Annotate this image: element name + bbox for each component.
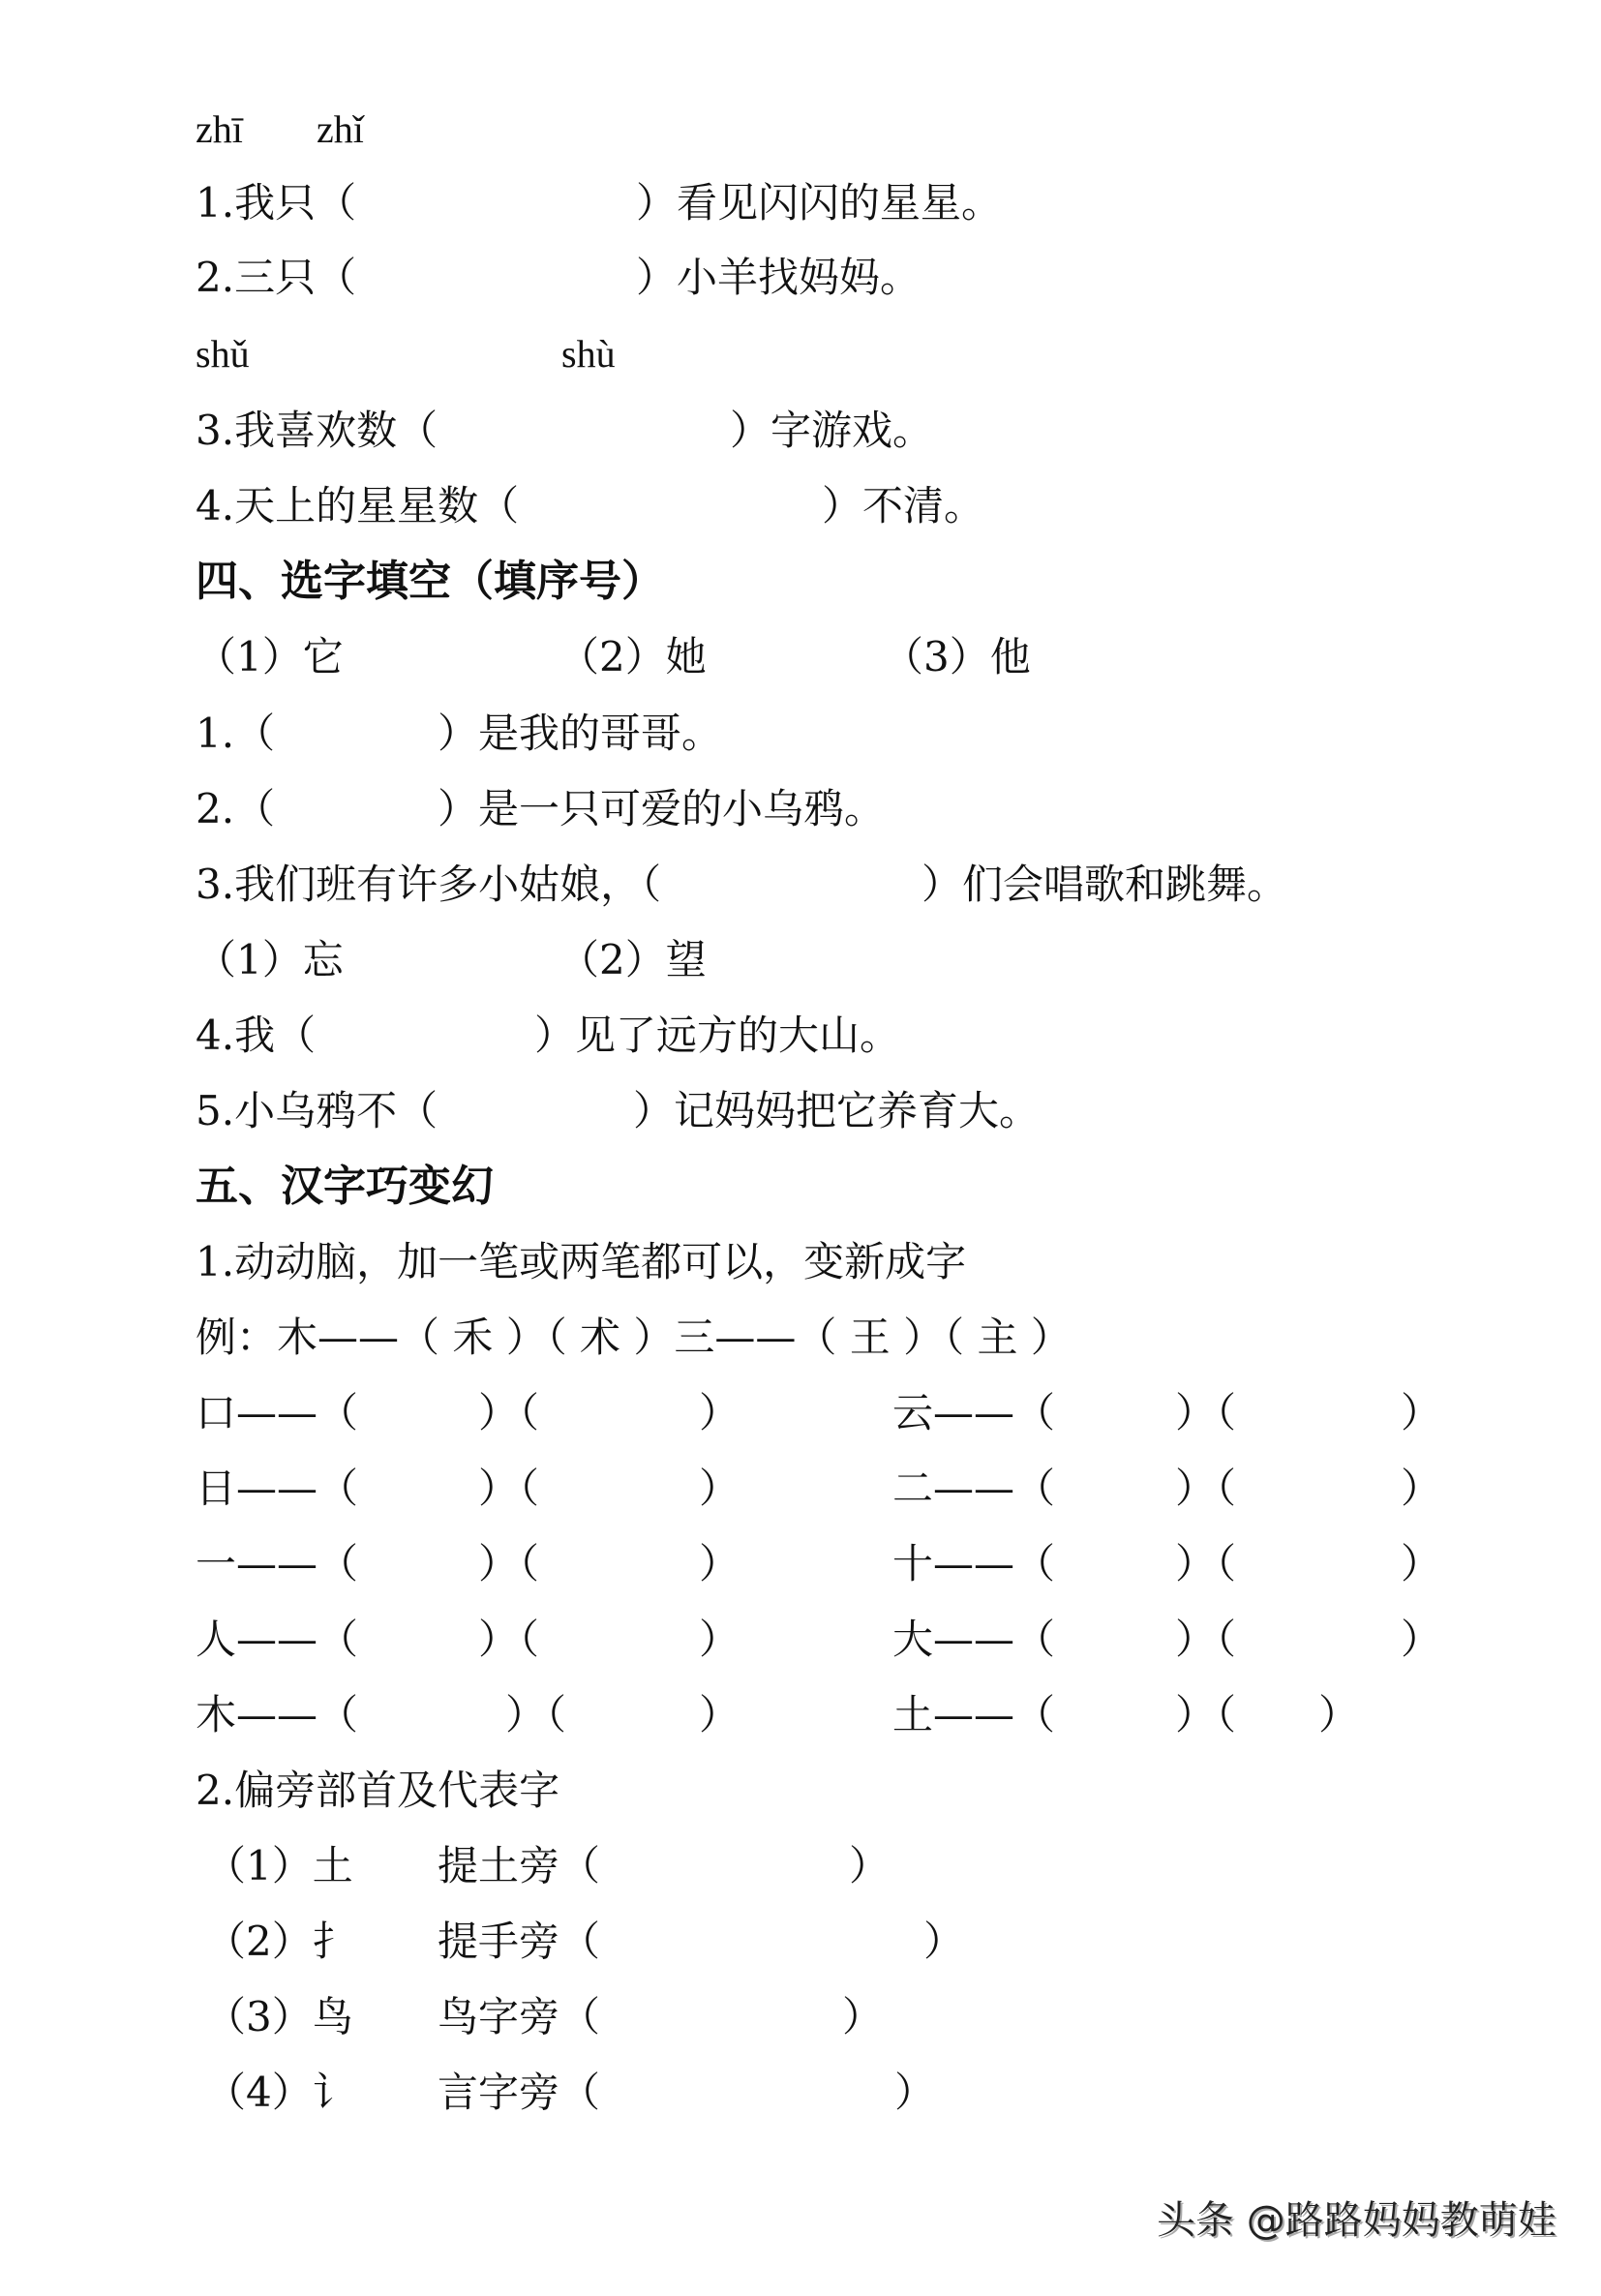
bracket: ）（ — [1175, 1465, 1237, 1512]
bracket: ） — [699, 1389, 740, 1436]
char-prompt: 大——（ — [892, 1616, 1056, 1663]
question-text: ）字游戏。 — [730, 407, 934, 454]
watermark: 头条 @路路妈妈教萌娃 — [1157, 2198, 1556, 2243]
question-text: 2.三只（ — [196, 254, 357, 301]
question-text: ）小羊找妈妈。 — [636, 254, 921, 301]
option: （1）它 — [196, 633, 344, 680]
radical-name: 言字旁（ — [438, 2069, 601, 2116]
option: （2）望 — [559, 936, 707, 983]
question-text: 3.我们班有许多小姑娘，（ — [196, 861, 662, 908]
bracket: ） — [699, 1465, 740, 1512]
bracket: ） — [1401, 1540, 1442, 1587]
question-text: ）们会唱歌和跳舞。 — [921, 861, 1288, 908]
pinyin: zhǐ — [317, 107, 364, 151]
pinyin: shǔ — [196, 332, 250, 376]
radical: （4）讠 — [205, 2069, 353, 2116]
bracket: ） — [699, 1616, 740, 1663]
bracket: ） — [842, 1993, 884, 2040]
bracket: ）（ — [1175, 1540, 1237, 1587]
char-prompt: 口——（ — [196, 1389, 359, 1436]
bracket: ） — [1401, 1465, 1442, 1512]
char-prompt: 一——（ — [196, 1540, 359, 1587]
question-text: ）见了远方的大山。 — [534, 1012, 901, 1059]
radical: （1）土 — [205, 1842, 353, 1889]
radical: （2）扌 — [205, 1918, 353, 1965]
bracket: ）（ — [478, 1389, 540, 1436]
bracket: ）（ — [478, 1465, 540, 1512]
question-text: ）看见闪闪的星星。 — [636, 179, 1003, 227]
radical-name: 提土旁（ — [438, 1842, 601, 1889]
question-text: 1.我只（ — [196, 179, 357, 227]
subsection-title: 2.偏旁部首及代表字 — [196, 1767, 560, 1814]
question-text: ）是一只可爱的小乌鸦。 — [438, 785, 886, 832]
example-row: 例：木——（ 禾 ）（ 术 ）三——（ 王 ）（ 主 ） — [196, 1314, 1072, 1361]
bracket: ）（ — [478, 1616, 540, 1663]
radical: （3）鸟 — [205, 1993, 353, 2040]
bracket: ） — [849, 1842, 891, 1889]
radical-row — [196, 2064, 936, 2296]
question-text: ）不清。 — [822, 482, 985, 529]
bracket: ） — [699, 1540, 740, 1587]
section-title: 四、选字填空（填序号） — [196, 557, 664, 606]
question-text: 4.天上的星星数（ — [196, 482, 520, 529]
char-prompt: 云——（ — [892, 1389, 1056, 1436]
bracket: ） — [1401, 1389, 1442, 1436]
question-text: 5.小乌鸦不（ — [196, 1087, 438, 1134]
pinyin: zhī — [196, 107, 243, 151]
char-prompt: 木——（ — [196, 1691, 359, 1738]
option: （1）忘 — [196, 936, 344, 983]
char-prompt: 二——（ — [892, 1465, 1056, 1512]
option: （3）他 — [883, 633, 1031, 680]
section-title: 五、汉字巧变幻 — [196, 1162, 494, 1211]
question-text: 2.（ — [196, 785, 276, 832]
char-prompt: 日——（ — [196, 1465, 359, 1512]
radical-name: 提手旁（ — [438, 1918, 601, 1965]
bracket: ） — [1318, 1691, 1360, 1738]
bracket: ）（ — [1175, 1691, 1237, 1738]
bracket: ）（ — [505, 1691, 567, 1738]
option: （2）她 — [559, 633, 707, 680]
bracket: ）（ — [1175, 1389, 1237, 1436]
pinyin: shù — [561, 332, 616, 376]
char-prompt: 人——（ — [196, 1616, 359, 1663]
bracket: ） — [923, 1918, 965, 1965]
char-prompt: 十——（ — [892, 1540, 1056, 1587]
question-text: ）记妈妈把它养育大。 — [633, 1087, 1041, 1134]
bracket: ） — [894, 2069, 936, 2116]
question-text: 3.我喜欢数（ — [196, 407, 438, 454]
question-text: 4.我（ — [196, 1012, 317, 1059]
question-text: ）是我的哥哥。 — [438, 710, 723, 757]
bracket: ）（ — [1175, 1616, 1237, 1663]
bracket: ） — [1401, 1616, 1442, 1663]
question-text: 1.（ — [196, 710, 276, 757]
char-prompt: 土——（ — [892, 1691, 1056, 1738]
radical-name: 鸟字旁（ — [438, 1993, 601, 2040]
bracket: ）（ — [478, 1540, 540, 1587]
bracket: ） — [699, 1691, 740, 1738]
char-row — [196, 1686, 1454, 2093]
subsection-title: 1.动动脑，加一笔或两笔都可以，变新成字 — [196, 1238, 967, 1285]
